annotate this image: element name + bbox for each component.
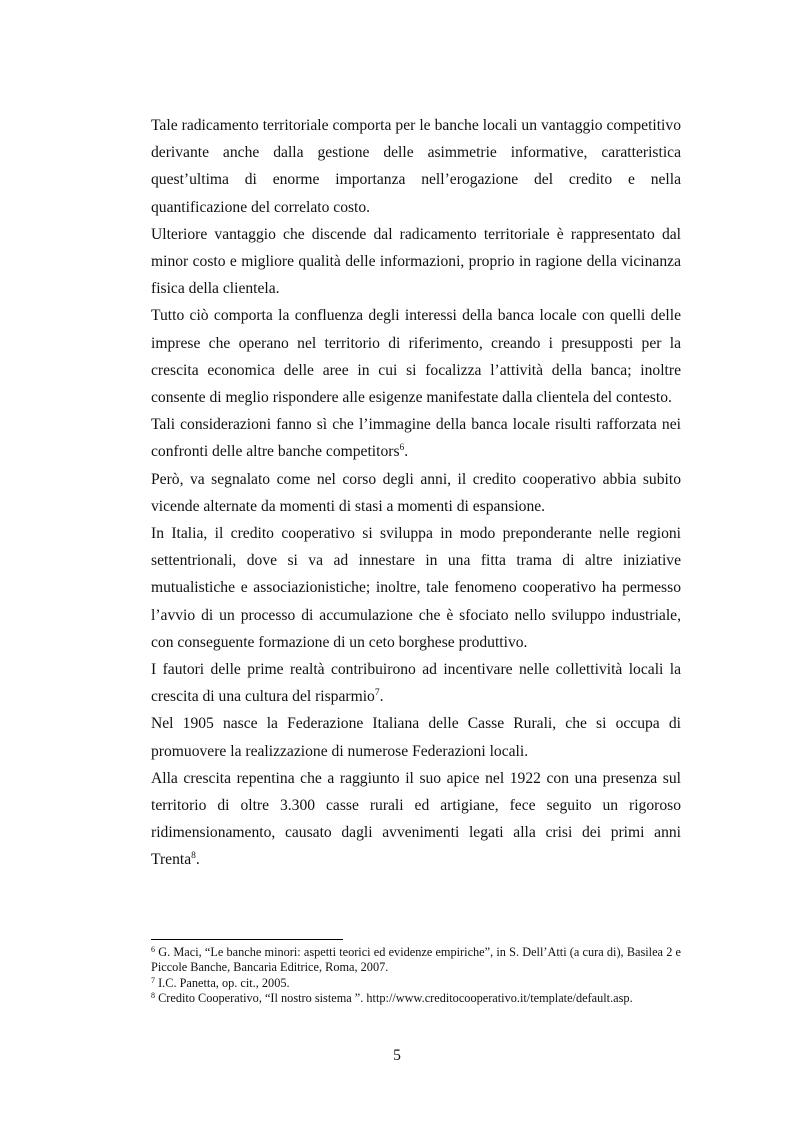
- footnote-number: 8: [151, 991, 155, 1001]
- footnote: $^8$ Credito Cooperativo, “Il nostro sistema ”. http://www.creditocooperativo.it/template/default.asp.: [151, 991, 633, 1006]
- paragraph: Tale radicamento territoriale comporta per le banche locali un vantaggio competitivo derivante anche dalla gestione delle asimmetrie informative, caratteristica quest’ultima di enorme importanza nell’erogazione del credito e nella quantificazione del correlato costo.: [151, 117, 681, 216]
- footnote: $^7$ I.C. Panetta, op. cit., 2005.: [151, 975, 290, 990]
- footnotes: [151, 945, 681, 1007]
- footnote-reference: 6: [399, 443, 405, 454]
- paragraph: I fautori delle prime realtà contribuirono ad incentivare nelle collettività locali la crescita di una cultura del risparmio$^7$.: [151, 661, 681, 706]
- paragraph: Nel 1905 nasce la Federazione Italiana delle Casse Rurali, che si occupa di promuovere la realizzazione di numerose Federazioni locali.: [151, 715, 681, 760]
- footnote-reference: 7: [374, 688, 380, 699]
- footnote-reference: 8: [191, 851, 196, 862]
- footnote-number: 6: [151, 945, 155, 954]
- paragraph: Però, va segnalato come nel corso degli anni, il credito cooperativo abbia subito vicende alternate da momenti di stasi a momenti di espansione.: [151, 470, 681, 515]
- paragraph: Alla crescita repentina che a raggiunto il suo apice nel 1922 con una presenza sul territorio di oltre 3.300 casse rurali ed artigiane, fece seguito un rigoroso ridimensionamento, causato dagli avvenimenti legati alla crisi dei primi anni Trenta$^8$.: [151, 769, 681, 869]
- body-text: [151, 112, 681, 874]
- paragraph: Tali considerazioni fanno sì che l’immagine della banca locale risulti rafforzata nei confronti delle altre banche competitors$^6$.: [151, 416, 681, 461]
- paragraph: Tutto ciò comporta la confluenza degli interessi della banca locale con quelli delle imprese che operano nel territorio di riferimento, creando i presupposti per la crescita economica delle aree in cui si focalizza l’attività della banca; inoltre consente di meglio rispondere alle esigenze manifestate dalla clientela del contesto.: [151, 307, 681, 407]
- paragraph: Ulteriore vantaggio che discende dal radicamento territoriale è rappresentato dal minor costo e migliore qualità delle informazioni, proprio in ragione della vicinanza fisica della clientela.: [151, 225, 681, 298]
- paragraph: In Italia, il credito cooperativo si sviluppa in modo preponderante nelle regioni settentrionali, dove si va ad innestare in una fitta trama di altre iniziative mutualistiche e associazionistiche; inoltre, tale fenomeno cooperativo ha permesso l’avvio di un processo di accumulazione che è sfociato nello sviluppo industriale, con conseguente formazione di un ceto borghese produttivo.: [151, 525, 681, 651]
- footnote-number: 7: [151, 975, 155, 985]
- footnote: $^6$ G. Maci, “Le banche minori: aspetti teorici ed evidenze empiriche”, in S. Dell’Atti (a cura di), Basilea 2 e Piccole Banche, Bancaria Editrice, Roma, 2007.: [151, 945, 681, 975]
- page-number: 5: [393, 1047, 401, 1064]
- footnote-separator: [151, 939, 343, 940]
